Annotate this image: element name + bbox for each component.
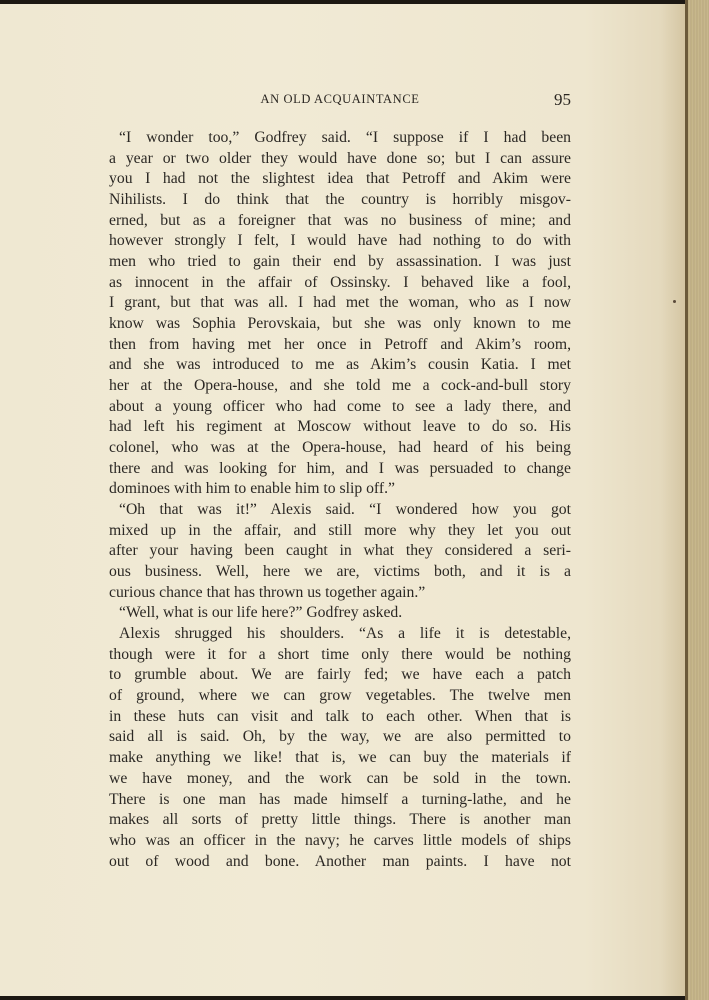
- text-line: know was Sophia Perovskaia, but she was only known to me: [109, 315, 571, 333]
- text-line: Nihilists. I do think that the country is horribly misgov-: [109, 191, 571, 209]
- text-line: “I wonder too,” Godfrey said. “I suppose if I had been: [119, 129, 571, 146]
- text-line: dominoes with him to enable him to slip off.”: [109, 480, 395, 498]
- paper-speck: [673, 300, 676, 303]
- text-line: however strongly I felt, I would have had nothing to do with: [109, 232, 571, 250]
- text-line: in these huts can visit and talk to each other. When that is: [109, 707, 571, 725]
- text-line: and she was introduced to me as Akim’s cousin Katia. I met: [109, 356, 571, 374]
- text-line: men who tried to gain their end by assassination. I was just: [109, 253, 571, 271]
- running-head-title: AN OLD ACQUAINTANCE: [260, 92, 420, 106]
- text-line: out of wood and bone. Another man paints. I have not: [109, 852, 571, 870]
- text-line: curious chance that has thrown us together again.”: [109, 583, 426, 601]
- text-line: of ground, where we can grow vegetables. The twelve men: [109, 687, 571, 705]
- text-line: had left his regiment at Moscow without leave to do so. His: [109, 418, 571, 436]
- text-line: “Oh that was it!” Alexis said. “I wondered how you got: [119, 501, 571, 519]
- text-line: mixed up in the affair, and still more why they let you out: [109, 521, 571, 539]
- text-line: make anything we like! that is, we can buy the materials if: [109, 749, 571, 767]
- book-page: [0, 4, 688, 996]
- text-line: erned, but as a foreigner that was no business of mine; and: [109, 211, 571, 229]
- text-line: to grumble about. We are fairly fed; we have each a patch: [109, 666, 571, 684]
- text-line: ous business. Well, here we are, victims both, and it is a: [109, 563, 571, 581]
- text-line: we have money, and the work can be sold in the town.: [109, 769, 571, 787]
- text-line: “Well, what is our life here?” Godfrey asked.: [119, 604, 403, 622]
- text-line: her at the Opera-house, and she told me a cock-and-bull story: [109, 377, 571, 395]
- text-line: makes all sorts of pretty little things. There is another man: [109, 811, 571, 829]
- text-line: said all is said. Oh, by the way, we are also permitted to: [109, 728, 571, 746]
- page-number: 95: [554, 90, 571, 109]
- text-line: a year or two older they would have done so; but I can assure: [109, 149, 571, 167]
- text-line: who was an officer in the navy; he carves little models of ships: [109, 831, 571, 849]
- book-page-edges: [688, 0, 709, 1000]
- text-line: as innocent in the affair of Ossinsky. I behaved like a fool,: [109, 273, 571, 291]
- text-line: then from having met her once in Petroff and Akim’s room,: [109, 335, 571, 353]
- text-line: though were it for a short time only there would be nothing: [109, 645, 571, 663]
- text-line: after your having been caught in what they considered a seri-: [109, 542, 571, 560]
- text-line: colonel, who was at the Opera-house, had heard of his being: [109, 439, 571, 457]
- body-text: [109, 128, 571, 872]
- text-line: you I had not the slightest idea that Petroff and Akim were: [109, 170, 571, 188]
- text-line: Alexis shrugged his shoulders. “As a life it is detestable,: [119, 625, 571, 643]
- text-line: there and was looking for him, and I was persuaded to change: [109, 459, 571, 477]
- text-line: There is one man has made himself a turning-lathe, and he: [109, 790, 571, 808]
- text-line: about a young officer who had come to see a lady there, and: [109, 397, 571, 415]
- text-line: I grant, but that was all. I had met the woman, who as I now: [109, 294, 571, 312]
- running-head: [109, 90, 571, 112]
